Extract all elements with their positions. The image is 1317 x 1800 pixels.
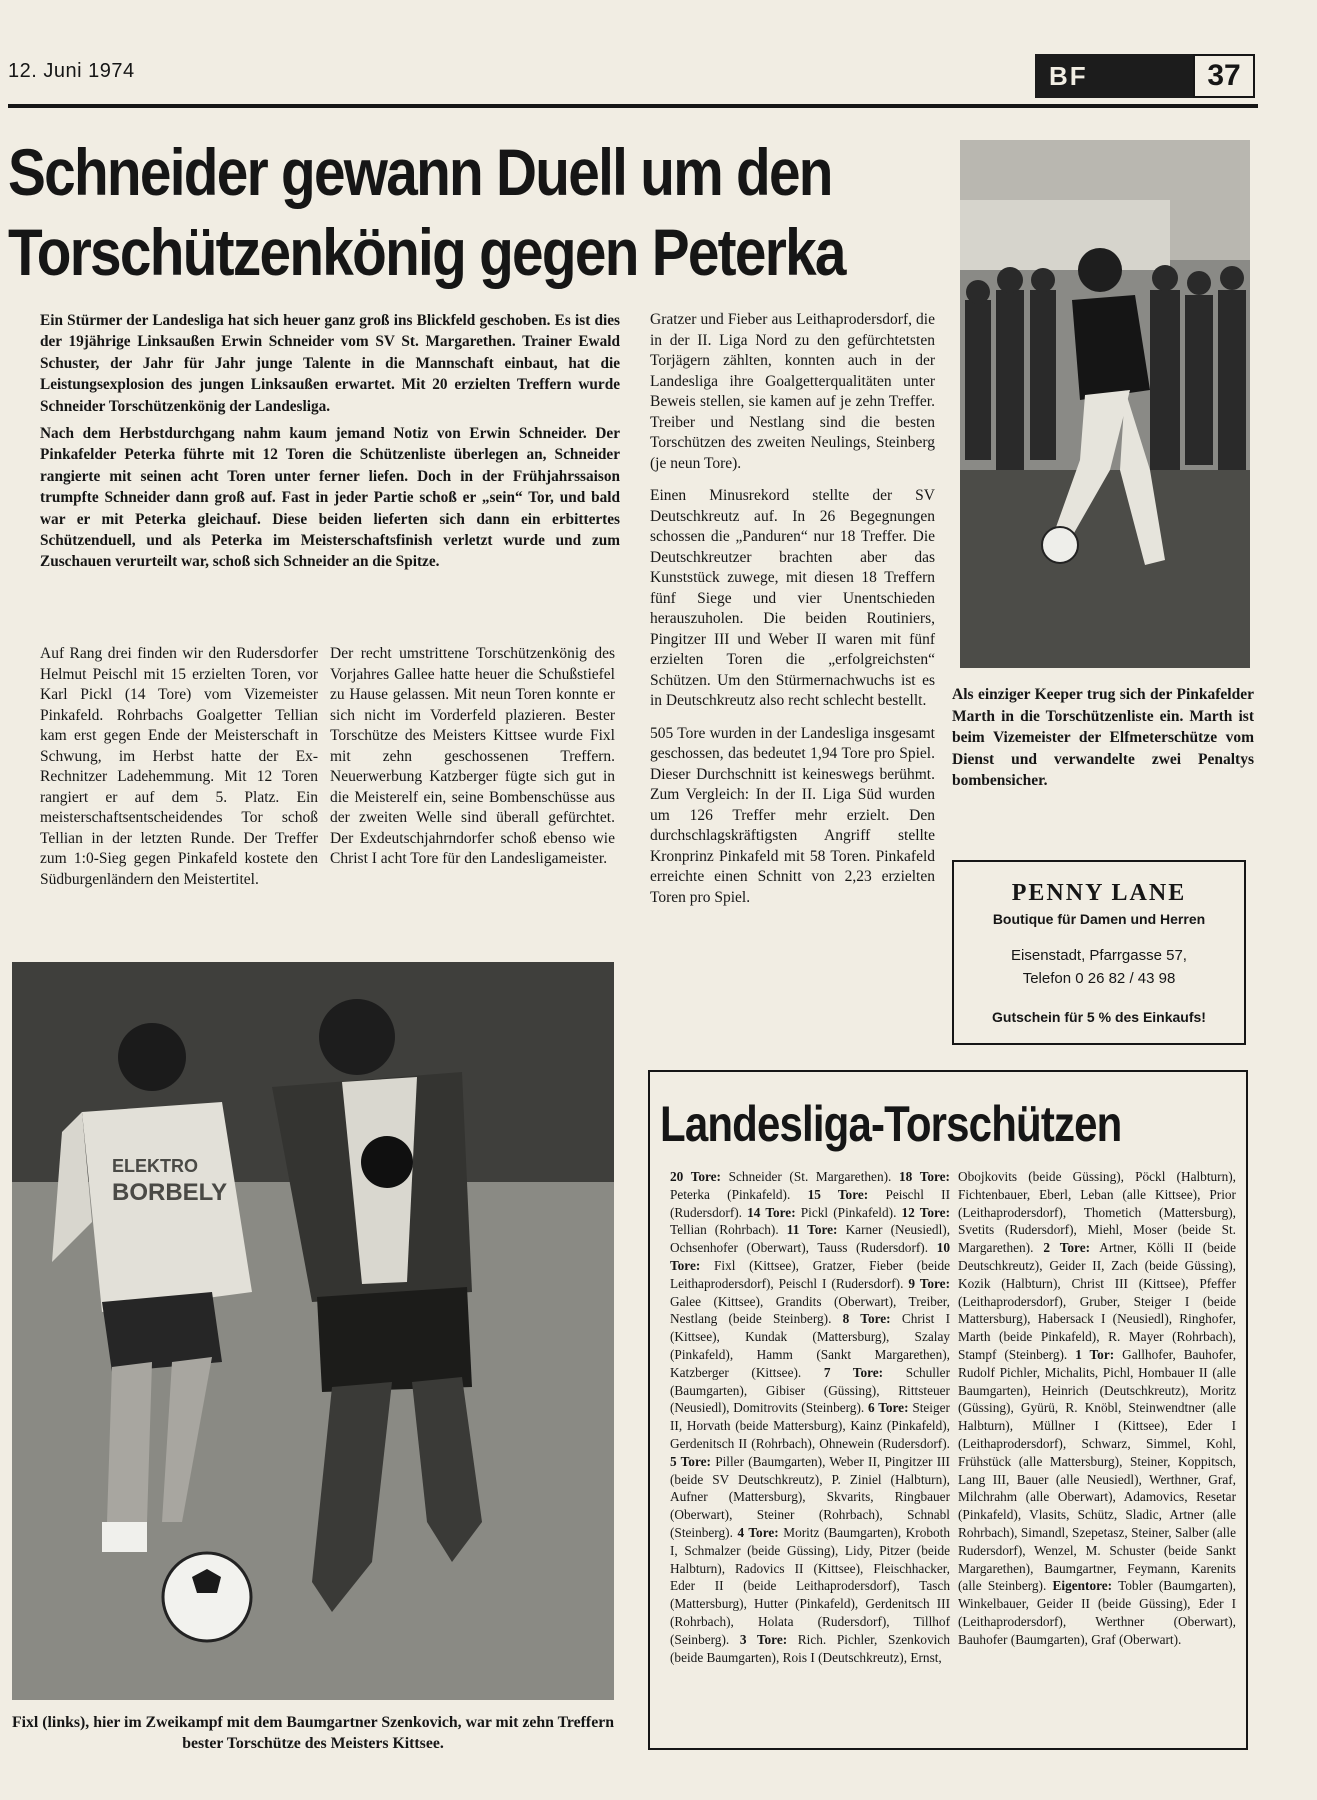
article-paragraph: Auf Rang drei finden wir den Rudersdorfer Helmut Peischl mit 15 erzielten Toren, vor Karl Pickl (14 Tore) vom Vizemeister Pinkafeld. Rohrbachs Goalgetter Tellian kam erst gegen Ende der Meisterschaft in Schwung, im Herbst hatte der Ex-Rechnitzer Ladehemmung. Mit 12 Toren rangiert er auf dem 5. Platz. Ein meisterschaftsentscheidendes Tor schoß Tellian in der letzten Runde. Der Treffer zum 1:0-Sieg gegen Pinkafeld kostete den Südburgenländern den Meistertitel. xyxy=(40,645,318,888)
scorer-entry: 11 Tore: Karner (Neusiedl), Ochsenhofer (Oberwart), Tauss (Rudersdorf). xyxy=(670,1222,951,1256)
scorer-entry: 20 Tore: Schneider (St. Margarethen). xyxy=(670,1169,892,1184)
intro-paragraph: Nach dem Herbstdurchgang nahm kaum jemand Notiz von Erwin Schneider. Der Pinkafelder Peterka führte mit 12 Toren die Schützenliste überlegen an, Schneider rangierte mit seinen acht Toren unter ferner liefen. Doch in der Frühjahrssaison trumpfte Schneider dann groß auf. Fast in jeder Partie schoß er „sein“ Tor, und bald war er mit Peterka gleichauf. Diese beiden lieferten sich dann ein erbittertes Schützenduell, und als Peterka im Meisterschaftsfinish verletzt wurde und zum Zuschauen verurteilt war, schoß sich Schneider an die Spitze. xyxy=(40,425,620,571)
scorer-entry: 18 Tore: Peterka (Pinkafeld). xyxy=(670,1169,950,1202)
article-paragraph: Gratzer und Fieber aus Leithaprodersdorf, die in der II. Liga Nord zu den gefürchtetsten Torjägern zählten, konnten auch in der Landesliga ihre Goalgetterqualitäten unter Beweis stellen, sie kamen auf je zehn Treffer. Treiber und Nestlang sind die besten Torschützen des zweiten Neulings, Steinberg (je neun Tore). xyxy=(650,311,935,472)
article-paragraph: Der recht umstrittene Torschützenkönig des Vorjahres Gallee hatte heuer die Schußstiefel zu Hause gelassen. Mit neun Toren konnte er sich nicht im Vorderfeld plazieren. Bester Torschütze des Meisters Kittsee wurde Fixl mit zehn geschossenen Treffern. Neuerwerbung Katzberger fügte sich gut in die Meisterelf ein, seine Bombenschüsse aus der zweiten Welle sind überall gefürchtet. Der Exdeutschjahrndorfer schoß ebenso wie Christ I acht Tore für den Landesligameister. xyxy=(330,645,615,867)
section-label: BF xyxy=(1035,54,1193,98)
ad-subtitle: Boutique für Damen und Herren xyxy=(992,911,1206,927)
scorer-entry: 15 Tore: Peischl II (Rudersdorf). xyxy=(670,1186,951,1220)
scorer-entry: 8 Tore: Christ I (Kittsee), Kundak (Mattersburg), Szalay (Pinkafeld), Hamm (Sankt Margarethen), Katzberger (Kittsee). xyxy=(670,1311,950,1380)
headline-line-2: Torschützenkönig gegen Peterka xyxy=(8,215,845,289)
scorer-entry: Obojkovits (beide Güssing), Pöckl (Halbturn), Fichtenbauer, Eberl, Leban (alle Kittsee), Prior (Leithaprodersdorf), Thometich (Mattersburg), Svetits (Rudersdorf), Miehl, Moser (beide St. Margarethen). xyxy=(958,1169,1236,1256)
scorers-list-right xyxy=(958,1168,1236,1649)
article-column-2 xyxy=(330,644,615,882)
ad-phone: Telefon 0 26 82 / 43 98 xyxy=(1022,970,1176,987)
scorer-entry: 5 Tore: Piller (Baumgarten), Weber II, Pingitzer III (beide SV Deutschkreutz), P. Ziniel (Halbturn), Aufner (Mattersburg), Skvarits, Ringbauer (Oberwart), Steiner (Rohrbach), Schnabl (Steinberg). xyxy=(670,1453,950,1540)
scorer-entry: 1 Tor: Gallhofer, Bauhofer, Rudolf Pichler, Michalits, Pichl, Hombauer II (alle Baumgarten), Heinrich (Deutschkreutz), Moritz (Güssing), Gyürü, R. Knöbl, Steinwendtner (alle Halbturn), Müllner I (Kittsee), Eder I (Leithaprodersdorf), Schwarz, Simmel, Kohl, Frühstück (alle Mattersburg), Steiner, Koppitsch, Lang III, Bauer (alle Neusiedl), Werthner, Graf, Milchrahm (alle Oberwart), Adamovics, Resetar (Pinkafeld), Vlasits, Schütz, Sladic, Artner (alle Rohrbach), Simandl, Szepetasz, Steiner, Salber (alle Rudersdorf), Wenzel, M. Schuster (beide Sankt Margarethen), Baumgartner, Feymann, Karenits (alle Steinberg). xyxy=(958,1346,1237,1594)
duel-photo-caption: Fixl (links), hier im Zweikampf mit dem Baumgartner Szenkovich, war mit zehn Treffern bester Torschütze des Meisters Kittsee. xyxy=(12,1714,615,1752)
penny-lane-ad xyxy=(952,860,1246,1045)
scorer-entry: 10 Tore: Fixl (Kittsee), Gratzer, Fieber (beide Leithaprodersdorf), Peischl I (Rudersdorf). xyxy=(670,1240,950,1291)
headline-line-1: Schneider gewann Duell um den xyxy=(8,135,832,209)
intro-paragraph: Ein Stürmer der Landesliga hat sich heuer ganz groß ins Blickfeld geschoben. Es ist dies der 19jährige Linksaußen Erwin Schneider vom SV St. Margarethen. Trainer Ewald Schuster, der Jahr für Jahr junge Talente in die Mannschaft einbaut, hat die Leistungsexplosion des jungen Linksaußen erwartet. Mit 20 erzielten Treffern wurde Schneider Torschützenkönig der Landesliga. xyxy=(40,312,620,415)
keeper-photo-image xyxy=(960,140,1250,668)
scorer-entry: 6 Tore: Steiger II, Horvath (beide Mattersburg), Kainz (Pinkafeld), Gerdenitsch II (Rohrbach), Ohnewein (Rudersdorf). xyxy=(670,1400,950,1451)
ad-address: Eisenstadt, Pfarrgasse 57, xyxy=(1011,947,1187,964)
scorer-entry: 9 Tore: Galee (Kittsee), Grandits (Oberwart), Treiber, Nestlang (beide Steinberg). xyxy=(670,1275,951,1327)
ad-voucher: Gutschein für 5 % des Einkaufs! xyxy=(992,1009,1206,1025)
issue-date: 12. Juni 1974 xyxy=(8,60,135,82)
duel-photo xyxy=(12,962,614,1700)
article-column-3 xyxy=(650,310,935,920)
article-paragraph: Einen Minusrekord stellte der SV Deutschkreutz auf. In 26 Begegnungen schossen die „Panduren“ nur 18 Treffer. Die Deutschkreutzer brachten aber das Kunststück zuwege, mit diesen 18 Treffern fünf Siege und vier Unentschieden herauszuholen. Die beiden Routiniers, Pingitzer III und Weber II waren mit fünf erzielten Toren die „erfolgreichsten“ Schützen. Um den Stürmernachwuchs ist es in Deutschkreutz also recht schlecht bestellt. xyxy=(650,487,935,709)
scorer-entry: 4 Tore: Moritz (Baumgarten), Kroboth I, Schmalzer (beide Güssing), Lidy, Pitzer (beide Halbturn), Radovics II (Kittsee), Fleischhacker, Eder II (beide Leithaprodersdorf), Tasch (Mattersburg), Hutter (Pinkafeld), Gerdenitsch III (Rohrbach), Holata (Rudersdorf), Tillhof (Seinberg). xyxy=(670,1524,951,1647)
scorer-entry: 12 Tore: Tellian (Rohrbach). xyxy=(670,1204,951,1238)
header-rule xyxy=(8,104,1258,108)
scorer-entry: 3 Tore: Rich. Pichler, Szenkovich (beide Baumgarten), Rois I (Deutschkreutz), Ernst, xyxy=(670,1631,950,1665)
scorer-entry: 14 Tore: Pickl (Pinkafeld). xyxy=(747,1204,897,1220)
shirt-lettering: ELEKTRO xyxy=(112,1156,199,1176)
article-column-1 xyxy=(40,644,318,902)
scorer-entry: Eigentore: Tobler (Baumgarten), Winkelbauer, Geider II (beide Güssing), Eder I (Leithaprodersdorf), Werthner (Oberwart), Bauhofer (Baumgarten), Graf (Oberwart). xyxy=(958,1578,1236,1647)
keeper-photo xyxy=(960,140,1250,668)
intro-paragraphs xyxy=(40,310,620,579)
scorers-list-left xyxy=(670,1168,950,1666)
headline xyxy=(8,132,845,292)
scorer-entry: 2 Tore: Artner, Kölli II (beide Deutschkreutz), Geider II, Zach (beide Güssing), Kozik (Halbturn), Christ III (Kittsee), Pfeffer (Leithaprodersdorf), Gruber, Steiger I (beide Mattersburg), Habersack I (Neusiedl), Ringhofer, Marth (beide Pinkafeld), R. Mayer (Rohrbach), Stampf (Steinberg). xyxy=(958,1240,1236,1362)
duel-photo-image xyxy=(12,962,614,1700)
scorer-entry: 7 Tore: Schuller (Baumgarten), Gibiser (Güssing), Rittsteuer (Neusiedl), Domitrovits (Steinberg). xyxy=(670,1364,950,1416)
scorers-title: Landesliga-Torschützen xyxy=(660,1096,1122,1152)
article-paragraph: 505 Tore wurden in der Landesliga insgesamt geschossen, das bedeutet 1,94 Tore pro Spiel. Dieser Durchschnitt ist keineswegs berühmt. Zum Vergleich: In der II. Liga Süd wurden um 126 Treffer mehr erzielt. Den durchschlagskräftigsten Angriff stellte Kronprinz Pinkafeld mit 58 Toren. Pinkafeld erreichte einen Schnitt von 2,23 erzielten Toren pro Spiel. xyxy=(650,724,935,906)
shirt-lettering: BORBELY xyxy=(112,1179,228,1206)
keeper-photo-caption: Als einziger Keeper trug sich der Pinkafelder Marth in die Torschützenliste ein. Marth ist beim Vizemeister der Elfmeterschütze vom Dienst und verwandelte zwei Penaltys bombensicher. xyxy=(952,686,1254,789)
ad-title: PENNY LANE xyxy=(1011,880,1187,906)
page-number: 37 xyxy=(1193,54,1255,98)
